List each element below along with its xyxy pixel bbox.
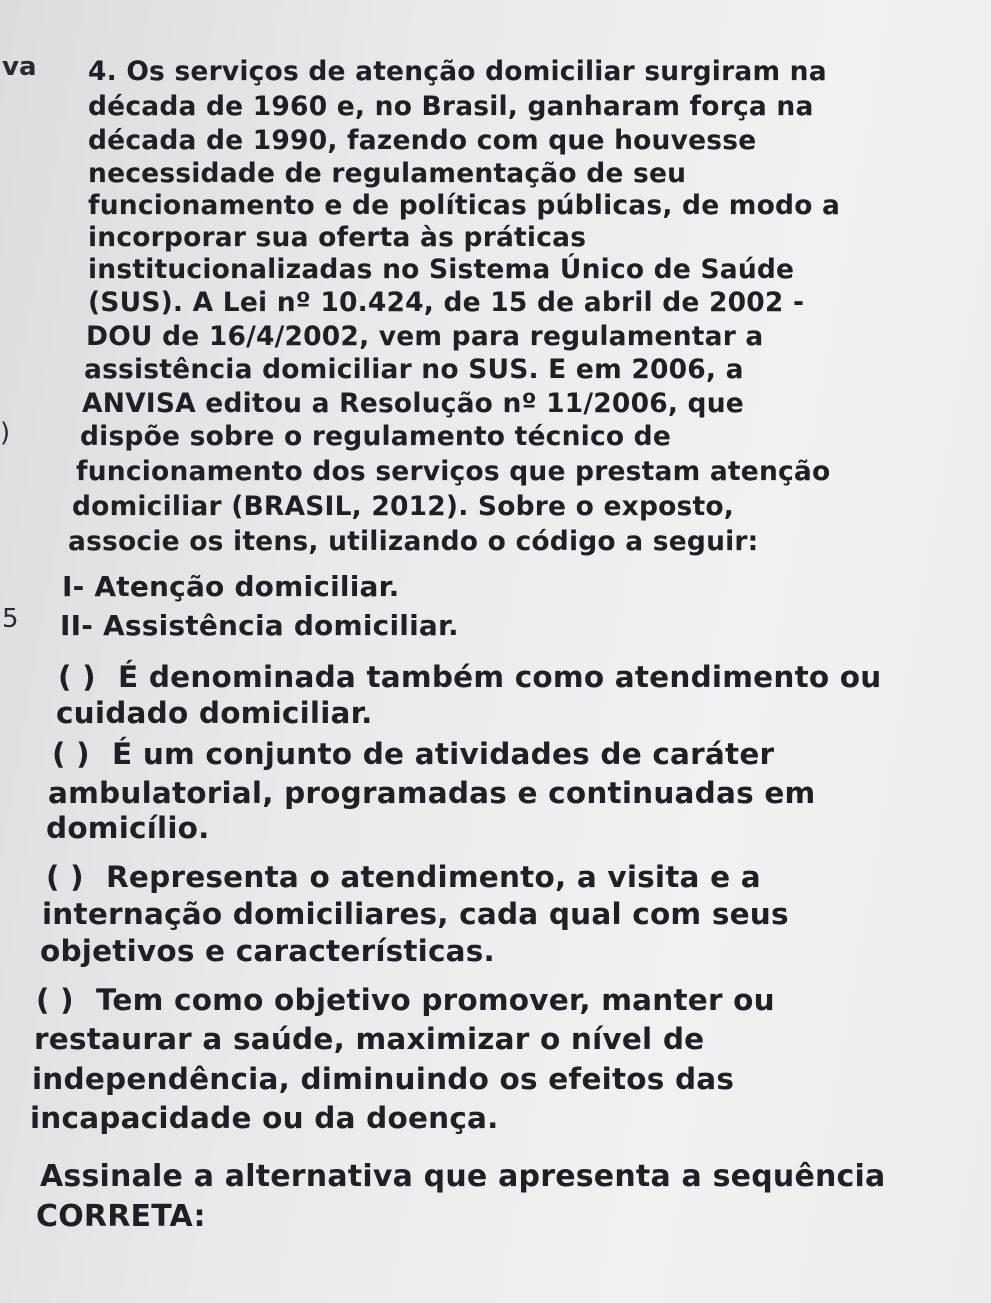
option-line: independência, diminuindo os efeitos das [32, 1062, 735, 1096]
option-text: Tem como objetivo promover, manter ou [96, 983, 775, 1017]
option-text: Representa o atendimento, a visita e a [106, 860, 761, 894]
option-line: ambulatorial, programadas e continuadas em [48, 776, 816, 810]
answer-blank[interactable]: ( ) [52, 737, 90, 771]
option-line: internação domiciliares, cada qual com seus [42, 897, 789, 931]
item-atencao-domiciliar: I- Atenção domiciliar. [62, 570, 400, 603]
option-line [36, 983, 775, 1017]
question-line: dispõe sobre o regulamento técnico de [80, 421, 672, 452]
question-line: funcionamento e de políticas públicas, de modo a [88, 190, 841, 221]
option-line [58, 660, 881, 694]
margin-mark-5: 5 [2, 604, 19, 634]
question-line: (SUS). A Lei nº 10.424, de 15 de abril de 2002 - [88, 287, 805, 318]
instruction-line: Assinale a alternativa que apresenta a sequência [40, 1159, 886, 1194]
question-line: assistência domiciliar no SUS. E em 2006, a [84, 354, 744, 385]
instruction-line: CORRETA: [36, 1199, 206, 1234]
answer-blank[interactable]: ( ) [58, 660, 96, 694]
answer-blank[interactable]: ( ) [36, 983, 74, 1017]
question-line: DOU de 16/4/2002, vem para regulamentar a [86, 321, 764, 352]
item-assistencia-domiciliar: II- Assistência domiciliar. [60, 609, 459, 642]
question-line: incorporar sua oferta às práticas [88, 222, 587, 253]
question-line: funcionamento dos serviços que prestam atenção [76, 456, 831, 487]
option-line: objetivos e características. [40, 934, 495, 968]
option-line: domicílio. [46, 811, 210, 845]
question-line: 4. Os serviços de atenção domiciliar surgiram na [88, 56, 827, 87]
question-line: domiciliar (BRASIL, 2012). Sobre o exposto, [72, 491, 735, 522]
margin-mark-paren: ) [0, 418, 11, 448]
question-line: associe os itens, utilizando o código a seguir: [68, 526, 759, 557]
option-text: É um conjunto de atividades de caráter [112, 737, 775, 771]
option-line [52, 737, 774, 771]
question-line: ANVISA editou a Resolução nº 11/2006, que [82, 388, 744, 419]
question-line: institucionalizadas no Sistema Único de Saúde [88, 254, 795, 285]
option-line: restaurar a saúde, maximizar o nível de [34, 1022, 705, 1056]
answer-blank[interactable]: ( ) [46, 860, 84, 894]
question-line: necessidade de regulamentação de seu [88, 158, 687, 189]
question-line: década de 1990, fazendo com que houvesse [88, 125, 757, 156]
option-line [46, 860, 761, 894]
question-line: década de 1960 e, no Brasil, ganharam força na [88, 91, 814, 122]
option-line: incapacidade ou da doença. [30, 1101, 499, 1135]
option-line: cuidado domiciliar. [56, 696, 373, 730]
margin-mark-va: va [2, 52, 37, 82]
option-text: É denominada também como atendimento ou [118, 660, 882, 694]
